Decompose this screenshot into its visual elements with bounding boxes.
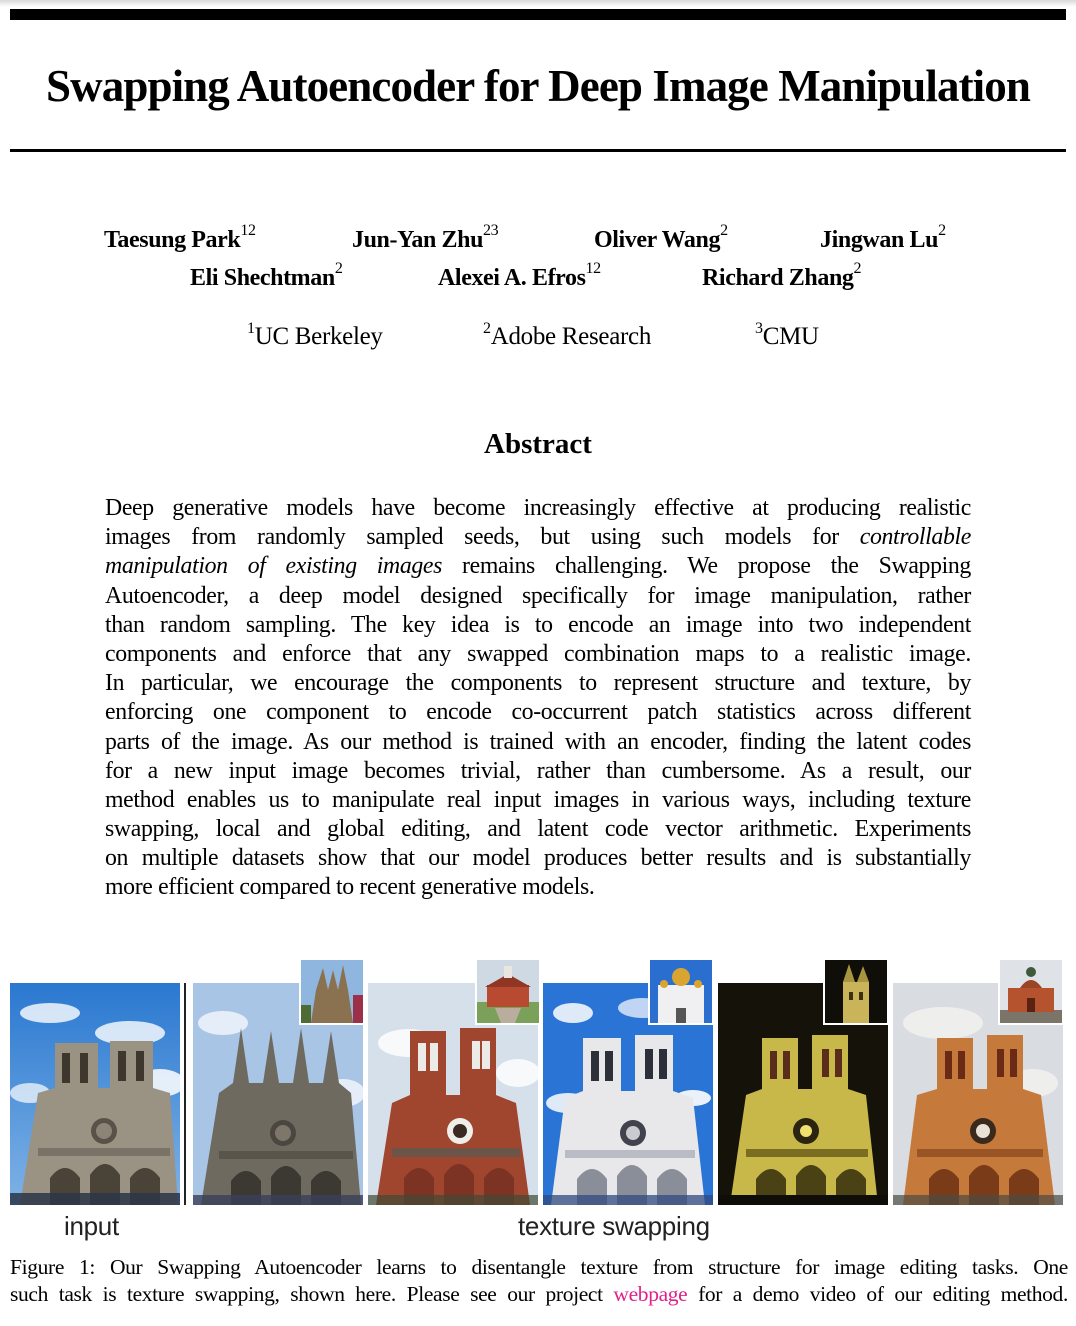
abstract-text <box>105 494 971 903</box>
page-top-shadow <box>0 0 1076 7</box>
abstract-line: swapping, local and global editing, and latent code vector arithmetic. Experiments <box>105 816 971 843</box>
abstract-line: enforcing one component to encode co-occurrent patch statistics across different <box>105 699 971 726</box>
text-run: remains challenging. We propose the Swapping <box>442 553 971 580</box>
affiliation-name: CMU <box>762 323 819 350</box>
abstract-line: Deep generative models have become increasingly effective at producing realistic <box>105 495 971 521</box>
reference-thumbnail-5 <box>998 958 1064 1025</box>
caption-line <box>10 1281 1068 1308</box>
author <box>438 260 601 293</box>
abstract-line: method enables us to manipulate real input images in various ways, including texture <box>105 786 971 813</box>
abstract-heading: Abstract <box>484 428 592 460</box>
author-affil-mark: 2 <box>938 222 946 239</box>
figure-label-texture-swapping: texture swapping <box>518 1211 710 1241</box>
figure-label-input: input <box>64 1211 119 1241</box>
author-affil-mark: 23 <box>483 222 499 239</box>
affiliation-mark: 3 <box>755 320 763 337</box>
author-affil-mark: 12 <box>585 260 601 277</box>
abstract-line: more efficient compared to recent generative models. <box>105 874 595 901</box>
author-affil-mark: 2 <box>720 222 728 239</box>
affiliation <box>755 322 819 352</box>
figure-divider <box>184 983 186 1205</box>
author <box>820 222 946 255</box>
emphasis: controllable <box>859 524 971 551</box>
author <box>104 222 256 255</box>
emphasis: manipulation of existing images <box>105 553 443 580</box>
reference-thumbnail-1 <box>299 958 365 1025</box>
affiliation-name: Adobe Research <box>490 323 652 350</box>
text-run: for a demo video of our editing method. <box>687 1282 1068 1306</box>
webpage-link[interactable]: webpage <box>613 1282 688 1306</box>
abstract-line: Autoencoder, a deep model designed specifically for image manipulation, rather <box>105 582 971 609</box>
author-name: Oliver Wang <box>594 227 721 253</box>
affiliation-mark: 2 <box>483 320 491 337</box>
affiliation-mark: 1 <box>247 320 255 337</box>
abstract-line: parts of the image. As our method is trained with an encoder, finding the latent codes <box>105 728 971 755</box>
abstract-line: on multiple datasets show that our model produces better results and is substantially <box>105 845 971 872</box>
author-name: Jingwan Lu <box>820 227 939 253</box>
author-name: Taesung Park <box>104 227 241 253</box>
author-affil-mark: 2 <box>853 260 862 277</box>
title-top-rule <box>10 9 1066 20</box>
title-bottom-rule <box>10 149 1066 152</box>
text-run: images from randomly sampled seeds, but using such models for <box>105 524 860 551</box>
text-run: such task is texture swapping, shown here. Please see our project <box>10 1282 614 1306</box>
abstract-line: components and enforce that any swapped combination maps to a realistic image. <box>105 640 971 667</box>
input-photo <box>10 983 180 1205</box>
reference-thumbnail-4 <box>823 958 889 1025</box>
author-name: Eli Shechtman <box>190 265 335 291</box>
abstract-line: than random sampling. The key idea is to encode an image into two independent <box>105 611 971 638</box>
author-affil-mark: 2 <box>334 260 343 277</box>
affiliation <box>247 322 383 352</box>
paper-title: Swapping Autoencoder for Deep Image Manipulation <box>46 61 1030 111</box>
affiliation-name: UC Berkeley <box>254 323 383 350</box>
caption-line: Figure 1: Our Swapping Autoencoder learns to disentangle texture from structure for image editing tasks. One <box>10 1255 1068 1279</box>
author <box>594 222 728 255</box>
author-name: Richard Zhang <box>702 265 854 291</box>
author <box>702 260 862 293</box>
reference-thumbnail-3 <box>648 958 714 1025</box>
abstract-line <box>105 523 971 552</box>
author <box>190 260 343 293</box>
abstract-line: In particular, we encourage the components to represent structure and texture, by <box>105 670 971 697</box>
author <box>352 222 499 255</box>
author-name: Jun-Yan Zhu <box>352 227 484 253</box>
figure-caption <box>10 1254 1068 1308</box>
abstract-line: for a new input image becomes trivial, rather than cumbersome. As a result, our <box>105 757 971 784</box>
author-name: Alexei A. Efros <box>438 265 586 291</box>
author-affil-mark: 12 <box>240 222 256 239</box>
abstract-line <box>105 552 971 581</box>
affiliation <box>483 322 651 352</box>
reference-thumbnail-2 <box>475 958 541 1025</box>
